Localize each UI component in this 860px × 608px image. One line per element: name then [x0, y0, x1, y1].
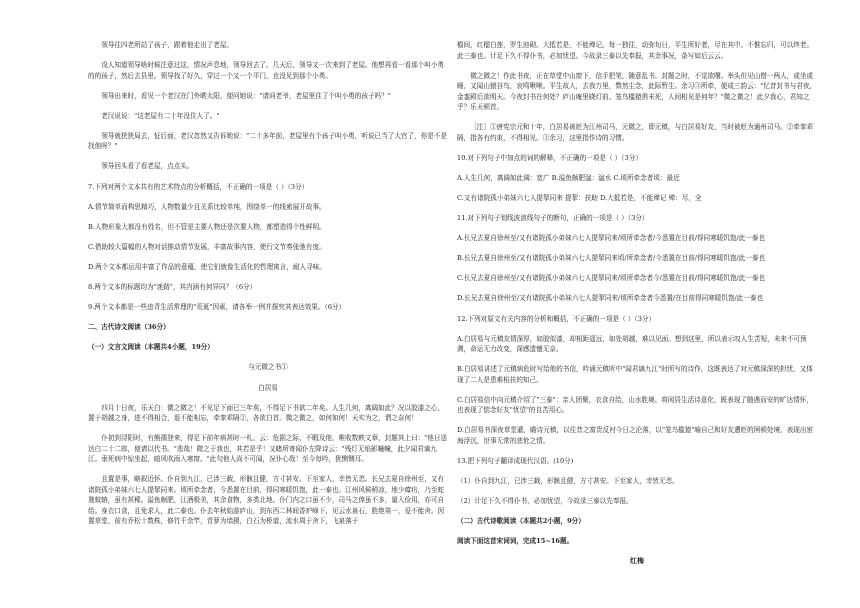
option-c: C.白居易信中向元稹介绍了"三泰"：亲人团聚，衣食自给，山水胜境。将闲居生活诗意化，既表现了随遇而安的旷达情怀，也表现了惦念好友"忧望"的良苦用心。 — [457, 395, 813, 415]
question-7: 7.下列对两个文本共有的艺术特点的分析概括，不正确的一项是（ ）（3分） — [88, 182, 309, 191]
option-d: D.白居易书深夜草堂灌，瞻诗元稹，以往昔之富贵反衬今日之沦落，以"笼鸟槛猿"喻自己和好友遭贬的困顿处境，表现出宦海浮沉，世事无常的悲怆之情。 — [457, 426, 814, 445]
passage-paragraph: 四月十日夜，乐天白：微之微之！不见足下面已三年矣，不得足下书欲二年矣。人生几何，离阔如此？况以胶漆之心，置于胡越之身，进不得相合，退不能相忘，牵挛乖隔②，各欲白首。微之微之，如何如何！天实为之，谓之奈何！ — [88, 403, 445, 423]
option-a: A.长兄去夏自徐州至/又有诸院孤小弟妹六七人提挈同来/顷所牵念者/今悉置在目前/得同寒暖饥饱/此一泰也 — [457, 234, 766, 243]
right-column — [457, 40, 817, 567]
option-b: B.长兄去夏自徐州至/又有诸院孤小弟妹六七人提挈同来顷/所牵念者/今悉置在目前/得同寒暖饥饱/此一泰也 — [457, 254, 766, 263]
question-13: 13.把下列句子翻译成现代汉语。(10分) — [457, 457, 574, 465]
story-paragraph: 领导回头看了看老屋，点点头。 — [101, 162, 194, 171]
option-a: A.情节简单而构思精巧，人物数量少且关系比较单纯，围绕单一的线索展开故事。 — [88, 202, 326, 211]
translate-item-2: （2）计足下久不得仆书，必加忧望，今故录三泰以先奉报。 — [457, 497, 633, 506]
story-paragraph: 领导往四老所站了孩子，跟着他走出了老屋。 — [101, 41, 234, 49]
story-paragraph: 领导出来时，看见一个老汉在门外晒太阳，便问她说："请问老爷，老屋里住了个叫小勇的孩子吗？" — [101, 91, 391, 100]
passage-paragraph: 仆初到浔阳时，有熊孺登来，得足下前年病甚时一札，云：危据之际，不暇及他，唯收数帙文章，封题其上曰："他日送达白二十二郎，便请以代书。"悲哉！微之于我也，其若是乎！又睹所寄闻仆左降诗云："残灯无焰影幢幢，此夕闻君谪九江。垂死病中惊坐起，暗风吹雨入寒窗。"此句他人尚不可闻，况仆心哉！至今每吟，犹恻恻耳。 — [88, 434, 448, 464]
question-12: 12.下列对原文有关内容的分析和概括，不正确的一项是（ ）（3分） — [457, 314, 656, 323]
passage-note: ［注］①唐宪宗元和十年，白居易被贬为江州司马，元微之，即元稹，与白居易好友，当时被贬为通州司马。②牵挛乖隔，指各有约束，不得相见。③余习，这里指作诗的习惯。 — [457, 123, 814, 142]
option-a: A.白居易与元稹友情深厚，如胶似漆，却相距遥远，如处胡越，难以见面。想到这里，所以表示叹人生苦短，未来不可预测，命运无力改变，深感遗憾无奈。 — [457, 334, 807, 354]
option-row: A.人生几何，离阔如此阔：宽广 B.溢鱼颇肥湓：湓水 C.顷所牵念者顷：最近 — [457, 173, 680, 182]
passage-paragraph: 檐间，红榴白莲，罗生池砌。大抵若是，不能殚记。每一独往，动弥旬日，平生所好者，尽在其中。不惟忘归，可以终老。此三泰也。计足下久不得仆书，必加忧望。今故录三泰以先奉报，其余事况，条写如后云云。 — [457, 41, 814, 60]
story-paragraph: 没人知道领导啥时候注意过这，情况声息地，领导回去了。几天后，领导又一次来到了老屋。他想再看一看那个叫小勇的的孩子，然后去县里。领导找了好久，穿过一个又一个平门，也没见到那个小勇。 — [88, 61, 445, 80]
option-b: B.白居易讲述了元稹病危时写给他的书信，吟诵元稹听中"闻君谪九江"时所写的诗作，这既表达了对元稹深深的担忧，又体现了二人是患难相扶的知己。 — [457, 365, 813, 384]
passage-author: 白居易 — [258, 383, 278, 392]
option-row: C.又有诸院孤小弟妹六七人提挈同来 提挈：扶助 D.大抵若是，不能殚记 殚：尽，全 — [457, 193, 702, 202]
question-8: 8.两个文本的标题均为"迷路"，其内涵有何异同？（6分） — [88, 283, 257, 292]
passage-title: 与元微之书① — [248, 363, 288, 372]
left-column — [88, 40, 448, 536]
question-10: 10.对下列句子中加点的词的解释，不正确的一项是（ ）（3分） — [457, 153, 642, 162]
option-b: B.人物形象大都没有姓名，但不管是主要人物还是次要人物，都塑造得个性鲜明。 — [88, 222, 326, 231]
option-c: C.借助较大篇幅的人物对话推动情节发展，丰富故事内容，使行文节奏张弛有度。 — [88, 242, 326, 251]
translate-item-1: （1）仆自到九江，已涉三载，形骸且健，方寸甚安。下至家人，幸皆无恙。 — [457, 477, 679, 486]
passage-paragraph: 且置是事，略叙近怀。仆自到九江，已涉三载，形骸且健，方寸甚安。下至家人，幸皆无恙。长兄去夏自徐州至，又有诸院孤小弟妹六七人提挈同来。顷所牵念者，今悉置在目前，得同寒暖饥饱，此一泰也。江州风候稍凉，地少瘴疠，乃至蛇虺蚊蚋，虽有甚稀。溢鱼颇肥，江酒极美，其余食物，多类北地。仆门内之口虽不少，司马之俸虽不多，量入俭用，亦可自给。身衣口食，且免求人，此二泰也。仆去年秋始游庐山，到东西二林间香炉峰下，见云水泉石，胜绝第一，爱不能舍。因置草堂，前有乔松十数株，修竹千余竿，青萝为墙援，白石为桥道，流水周于舍下，飞泉落于 — [88, 475, 445, 526]
section-heading: 二、古代诗文阅读（36分） — [88, 323, 170, 332]
subsection-heading: （二）古代诗歌阅读（本题共2小题，9分） — [457, 517, 585, 526]
instruction: 阅读下面这首宋词词，完成15~16题。 — [457, 537, 574, 546]
poem-title: 红梅 — [630, 556, 644, 566]
option-d: D.两个文本都运用丰富了作品的意蕴，使它们就像生活化的哲理寓言，耐人寻味。 — [88, 262, 326, 271]
option-d: D.长兄去夏自徐州至/又有诸院孤小弟妹六七人提挈同来/顷所牵念者今悉置/在目前得同寒暖饥饱/此一泰也 — [457, 294, 764, 303]
subsection-heading: （一）文言文阅读（本题共4小题，19分） — [88, 343, 214, 352]
passage-paragraph: 微之微之！作此书夜，正在草堂中山窗下，信手把笔，随意乱书。封题之时，不觉欲曙。举头但见山僧一两人，或坐或睡，又闻山猿谷鸟，哀鸣啾啾。平生故人，去我万里，瞥然尘念，此际暂生。余习③所牵，便成三韵云："忆昔封书与君夜，金銮殿后欲明天。今夜封书在何处？庐山庵里晓灯前。笼鸟槛猿俱未死，人间相见是何年？"微之微之！此夕我心，君知之乎？乐天顿首。 — [457, 71, 817, 112]
story-paragraph: 领导就狭狭局去，怔后面，老汉忽然又告诉她说："二十多年前，老屋里有个孩子叫小勇，听说已当了大官了，你是不是找他呀？" — [88, 131, 448, 151]
question-9: 9.两个文本都是一些违背生活常理的"荒诞"因素，请各举一例并探究其表达效果。（6分） — [88, 303, 346, 312]
story-paragraph: 老汉说说："这老屋有二十年没住人了。" — [101, 111, 220, 120]
question-11: 11.对下列句子划线波浪线句子的断句，正确的一项是（ ）（3分） — [457, 214, 649, 223]
option-c: C.长兄去夏自徐州至/又有诸院孤小弟妹六七人提挈同来/顷所牵念者今/悉置在目前/得同寒暖饥饱/此一泰也 — [457, 274, 766, 283]
